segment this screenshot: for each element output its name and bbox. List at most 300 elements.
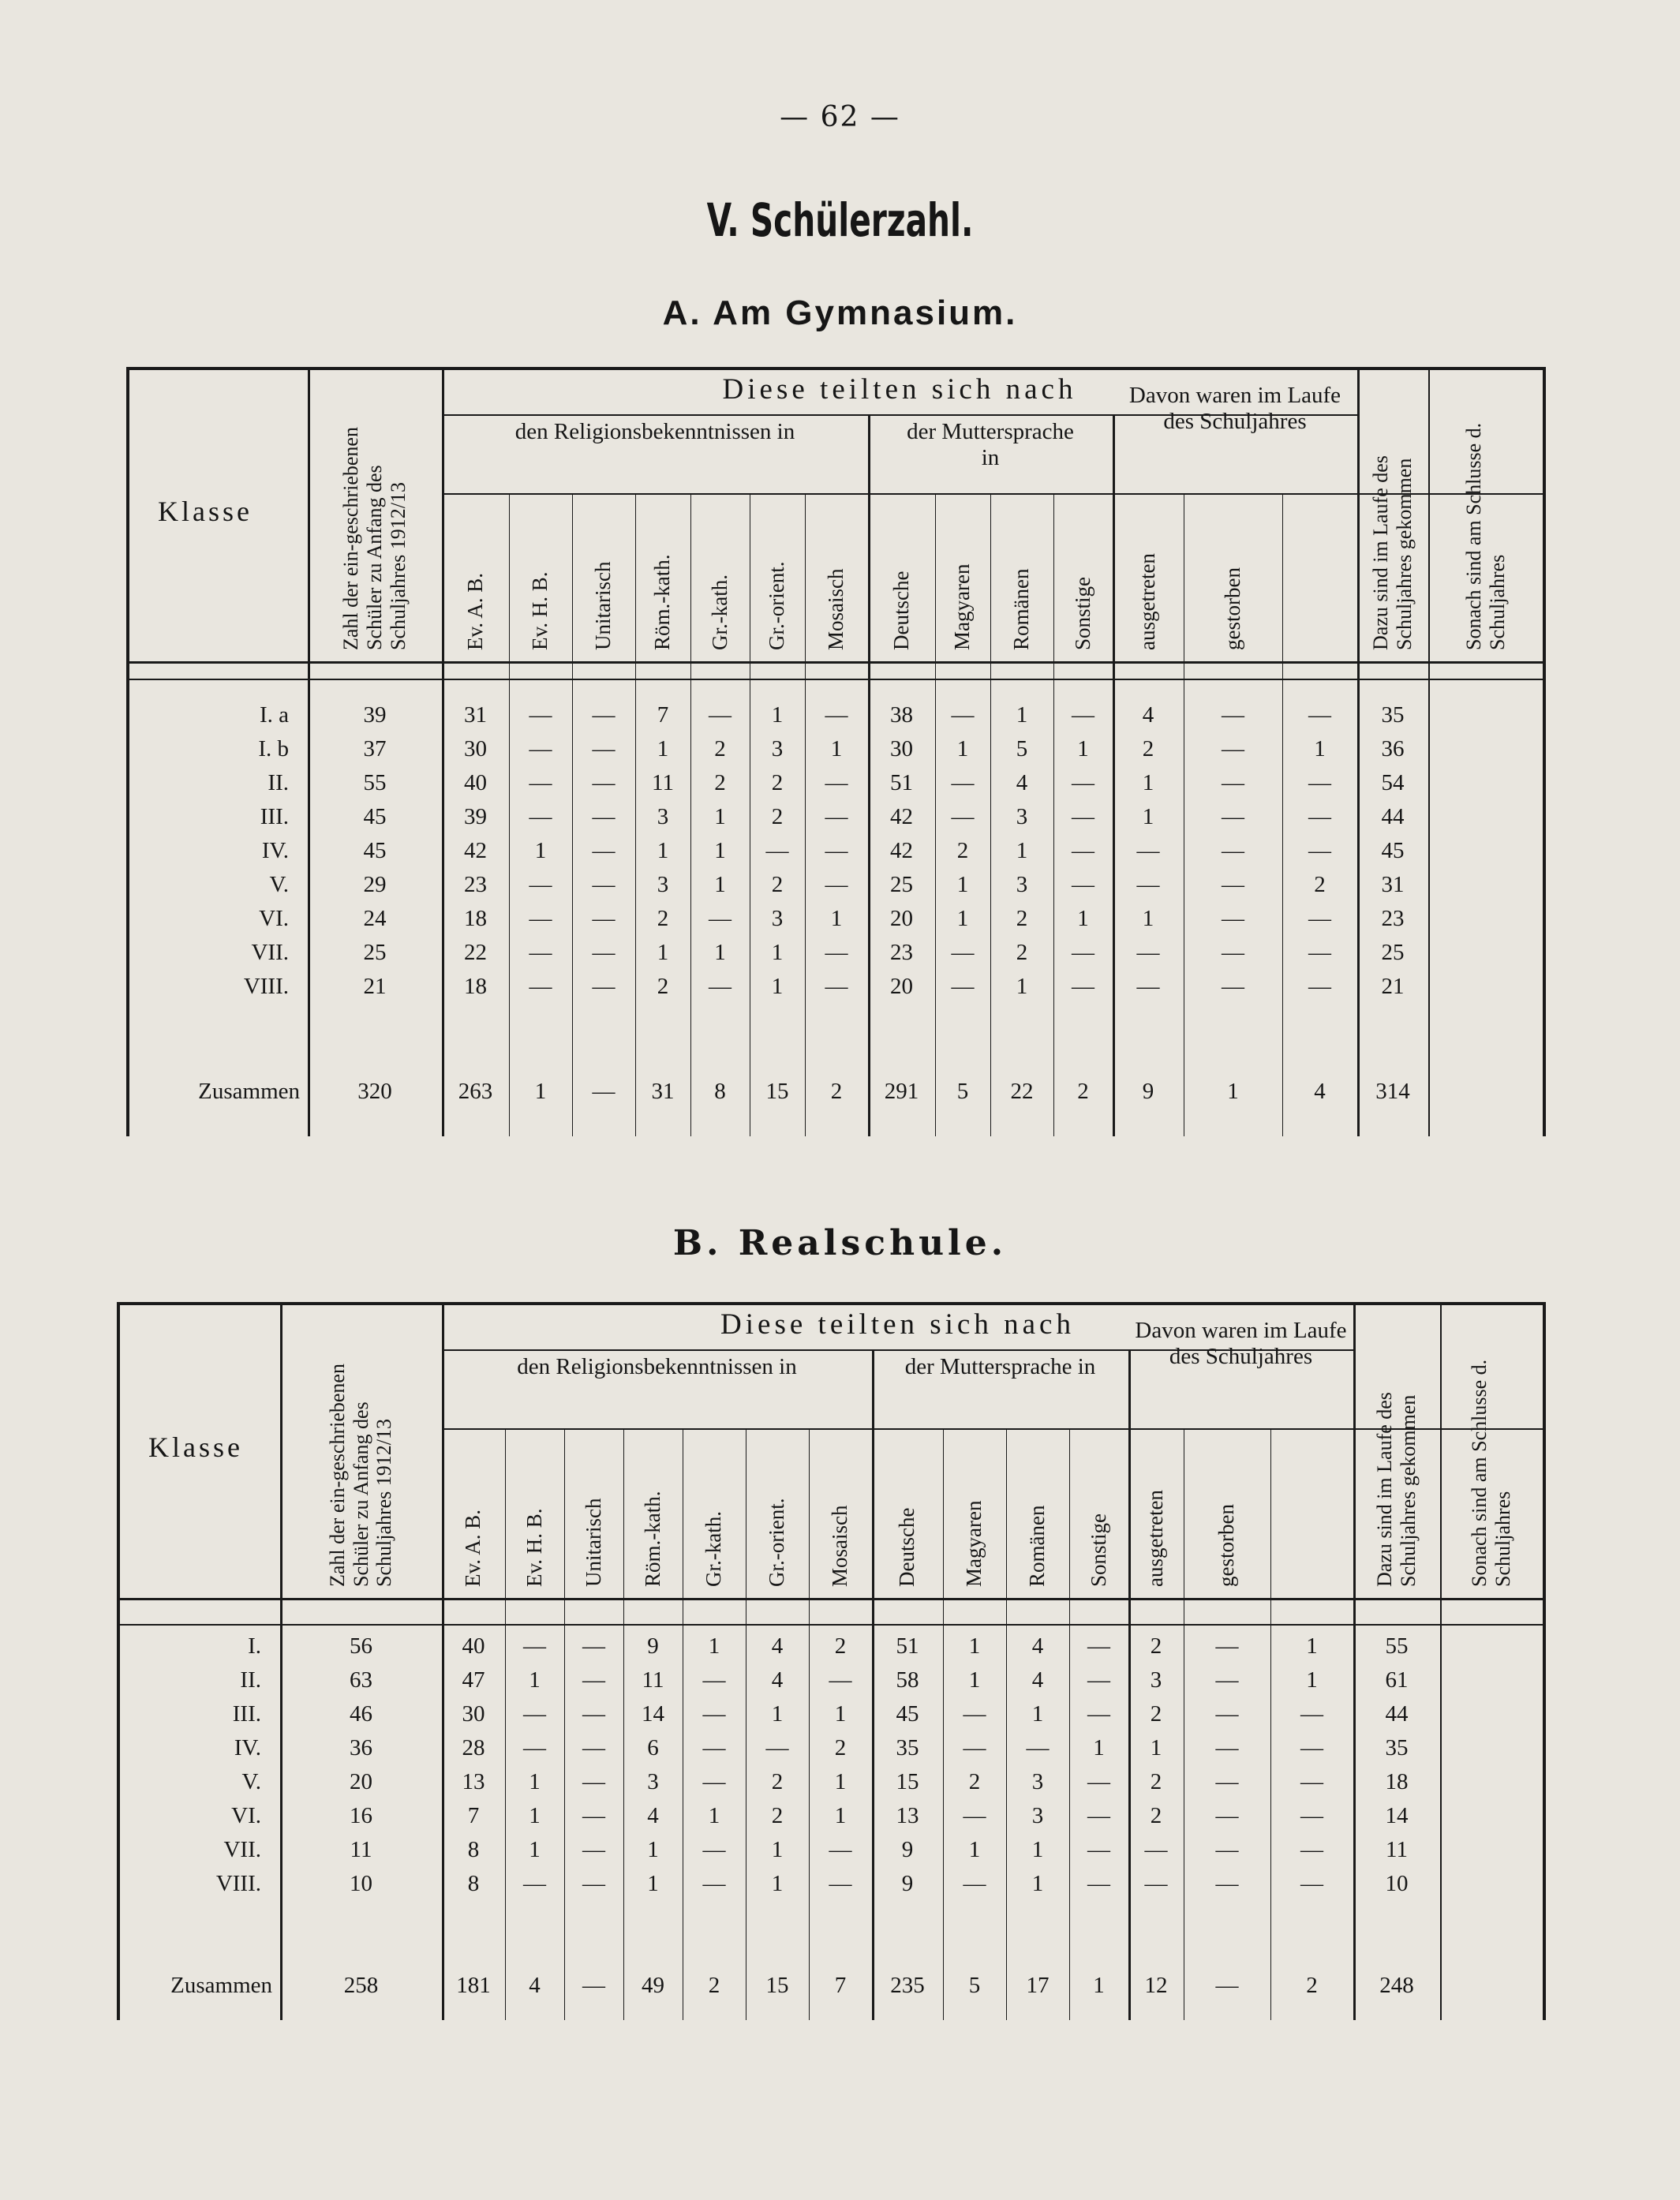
table-cell: — — [709, 702, 731, 728]
table-cell: 1 — [771, 1871, 784, 1896]
table-cell: 3 — [1031, 1803, 1044, 1828]
table-cell: — — [829, 1871, 852, 1896]
table-cell: 1 — [1306, 1633, 1318, 1659]
class-label: VII. — [223, 1837, 261, 1862]
table-cell: — — [592, 906, 616, 931]
table-cell: — — [1087, 1633, 1110, 1659]
table-cell: 42 — [464, 838, 487, 863]
total-cell: 258 — [343, 1973, 379, 1998]
table-cell: — — [1222, 702, 1244, 728]
table-cell: — — [1136, 838, 1160, 863]
table-cell: 1 — [714, 940, 726, 965]
table-cell: — — [1144, 1837, 1168, 1862]
table-cell: 35 — [1385, 1735, 1409, 1760]
class-label: VIII. — [243, 974, 289, 999]
table-cell: — — [1300, 1803, 1323, 1828]
table-cell: — — [592, 804, 616, 829]
table-cell: — — [825, 702, 848, 728]
klasse-header: Klasse — [158, 495, 253, 527]
table-cell: 10 — [1385, 1871, 1409, 1896]
enrolled-header: Zahl der ein-geschriebenen Schüler zu Anfang des Schuljahres 1912/13 — [325, 1364, 396, 1587]
table-cell: 46 — [350, 1701, 372, 1727]
total-cell: 1 — [1093, 1973, 1105, 1998]
table-cell: 10 — [350, 1871, 372, 1896]
column-header: gestorben — [1214, 1504, 1239, 1587]
table-cell: 11 — [350, 1837, 372, 1862]
rule — [442, 1302, 444, 2020]
total-cell: — — [582, 1973, 605, 1998]
table-cell: 1 — [1077, 906, 1089, 931]
table-cell: — — [1087, 1803, 1110, 1828]
table-cell: — — [592, 838, 616, 863]
table-cell: 4 — [771, 1667, 784, 1693]
table-cell: — — [529, 906, 552, 931]
table-cell: 15 — [896, 1769, 919, 1794]
table-cell: 3 — [657, 804, 669, 829]
table-cell: — — [582, 1871, 605, 1896]
table-cell: 1 — [834, 1701, 847, 1727]
table-cell: 1 — [1150, 1735, 1162, 1760]
table-cell: — — [1144, 1871, 1168, 1896]
table-cell: — — [1308, 838, 1331, 863]
table-cell: 1 — [771, 940, 784, 965]
table-cell: 1 — [657, 838, 669, 863]
table-cell: — — [1072, 838, 1094, 863]
davon-header: Davon waren im Laufe des Schuljahres — [1128, 383, 1341, 435]
total-cell: 5 — [968, 1973, 981, 1998]
column-header: gestorben — [1220, 567, 1244, 650]
table-cell: 23 — [1381, 906, 1405, 931]
table-cell: 2 — [968, 1769, 981, 1794]
total-cell: 7 — [834, 1973, 847, 1998]
table-cell: — — [702, 1769, 726, 1794]
class-label: IV. — [261, 838, 289, 863]
total-cell: 22 — [1010, 1079, 1034, 1104]
table-cell: 1 — [968, 1837, 981, 1862]
column-header: ausgetreten — [1136, 553, 1160, 650]
table-cell: — — [1087, 1837, 1110, 1862]
column-header: Romänen — [1025, 1505, 1050, 1587]
class-label: I. a — [259, 702, 289, 728]
table-cell: 1 — [1016, 974, 1028, 999]
table-cell: — — [1215, 1701, 1239, 1727]
table-cell: — — [1222, 770, 1244, 795]
table-cell: 4 — [1031, 1667, 1044, 1693]
table-cell: 1 — [708, 1633, 720, 1659]
table-cell: 18 — [464, 974, 487, 999]
diese-header: Diese teilten sich nach — [720, 1308, 1075, 1341]
column-header: Röm.-kath. — [650, 554, 675, 650]
table-cell: 47 — [462, 1667, 485, 1693]
total-cell: 4 — [1314, 1079, 1326, 1104]
table-cell: 1 — [657, 736, 669, 761]
total-cell: 2 — [708, 1973, 720, 1998]
table-cell: 2 — [657, 974, 669, 999]
table-cell: — — [592, 872, 616, 897]
table-cell: 3 — [657, 872, 669, 897]
table-cell: — — [582, 1769, 605, 1794]
table-cell: 2 — [771, 1803, 784, 1828]
table-cell: — — [963, 1735, 986, 1760]
total-cell: 314 — [1375, 1079, 1410, 1104]
column-header: Ev. A. B. — [461, 1509, 485, 1587]
table-cell: — — [709, 974, 731, 999]
table-cell: 2 — [1150, 1803, 1162, 1828]
table-cell: 11 — [1386, 1837, 1408, 1862]
table-cell: — — [709, 906, 731, 931]
table-cell: — — [592, 940, 616, 965]
table-cell: — — [1087, 1701, 1110, 1727]
class-label: V. — [269, 872, 289, 897]
table-cell: 1 — [1142, 770, 1154, 795]
class-label: III. — [260, 804, 289, 829]
table-cell: 1 — [956, 736, 969, 761]
table-cell: 14 — [642, 1701, 664, 1727]
table-cell: 1 — [1031, 1837, 1044, 1862]
table-cell: 2 — [834, 1633, 847, 1659]
class-label: II. — [268, 770, 289, 795]
table-cell: — — [1308, 804, 1331, 829]
table-cell: 1 — [968, 1667, 981, 1693]
table-cell: 44 — [1381, 804, 1405, 829]
table-cell: 1 — [529, 1769, 541, 1794]
table-cell: 40 — [462, 1633, 485, 1659]
table-cell: 1 — [1077, 736, 1089, 761]
column-header: Ev. H. B. — [528, 571, 552, 650]
column-header: Unitarisch — [591, 561, 616, 650]
class-label: I. — [248, 1633, 261, 1659]
table-cell: 1 — [529, 1667, 541, 1693]
table-cell: 1 — [834, 1769, 847, 1794]
table-cell: — — [1222, 838, 1244, 863]
sonach-header: Sonach sind am Schlusse d. Schuljahres — [1468, 1359, 1514, 1587]
total-cell: 5 — [956, 1079, 969, 1104]
table-cell: — — [582, 1735, 605, 1760]
table-cell: — — [1300, 1837, 1323, 1862]
table-cell: — — [1308, 906, 1331, 931]
table-cell: — — [1072, 702, 1094, 728]
table-cell: 1 — [1016, 838, 1028, 863]
table-cell: 45 — [363, 804, 387, 829]
table-cell: 2 — [956, 838, 969, 863]
table-cell: — — [829, 1667, 852, 1693]
table-cell: 45 — [363, 838, 387, 863]
table-cell: 42 — [890, 838, 913, 863]
table-cell: 25 — [363, 940, 387, 965]
table-cell: 3 — [1150, 1667, 1162, 1693]
table-cell: 1 — [834, 1803, 847, 1828]
table-cell: — — [529, 974, 552, 999]
table-cell: 45 — [1381, 838, 1405, 863]
table-cell: — — [1300, 1735, 1323, 1760]
realschule-heading: B. Realschule. — [672, 1223, 1008, 1263]
table-cell: 1 — [956, 906, 969, 931]
table-cell: — — [1072, 770, 1094, 795]
table-cell: 42 — [890, 804, 913, 829]
table-cell: 1 — [529, 1803, 541, 1828]
table-cell: — — [592, 702, 616, 728]
table-cell: 1 — [534, 838, 547, 863]
table-cell: 1 — [1031, 1701, 1044, 1727]
table-cell: 1 — [830, 736, 843, 761]
table-cell: 23 — [890, 940, 913, 965]
table-cell: — — [582, 1837, 605, 1862]
table-cell: — — [951, 804, 975, 829]
column-header: Mosaisch — [824, 568, 848, 650]
table-cell: 40 — [464, 770, 487, 795]
table-cell: — — [1072, 872, 1094, 897]
table-cell: — — [1136, 974, 1160, 999]
column-header: Ev. H. B. — [522, 1508, 546, 1587]
table-cell: 2 — [771, 872, 784, 897]
table-cell: 1 — [771, 702, 784, 728]
page-title: V. Schülerzahl. — [706, 193, 974, 247]
table-cell: 30 — [462, 1701, 485, 1727]
table-cell: — — [951, 770, 975, 795]
table-cell: 1 — [714, 838, 726, 863]
class-label: VI. — [259, 906, 289, 931]
table-cell: — — [529, 702, 552, 728]
table-cell: 25 — [1381, 940, 1405, 965]
table-cell: 11 — [652, 770, 674, 795]
table-cell: 2 — [1150, 1769, 1162, 1794]
table-cell: — — [582, 1701, 605, 1727]
rule — [117, 1598, 1543, 1600]
diese-header: Diese teilten sich nach — [722, 373, 1077, 406]
table-cell: 2 — [834, 1735, 847, 1760]
column-header: Mosaisch — [828, 1505, 852, 1587]
column-header: Röm.-kath. — [640, 1491, 664, 1587]
table-cell: 1 — [1016, 702, 1028, 728]
table-cell: 2 — [771, 770, 784, 795]
total-cell: 235 — [890, 1973, 925, 1998]
table-cell: 9 — [901, 1871, 914, 1896]
column-header: Magyaren — [962, 1500, 986, 1587]
enrolled-header: Zahl der ein-geschriebenen Schüler zu Anfang des Schuljahres 1912/13 — [339, 427, 410, 650]
table-cell: — — [702, 1667, 726, 1693]
table-cell: — — [529, 804, 552, 829]
table-cell: 3 — [771, 906, 784, 931]
table-cell: — — [951, 940, 975, 965]
table-cell: — — [1087, 1769, 1110, 1794]
total-cell: — — [592, 1079, 616, 1104]
total-cell: 15 — [765, 1973, 789, 1998]
table-cell: 1 — [708, 1803, 720, 1828]
class-label: III. — [232, 1701, 261, 1727]
column-header: Gr.-orient. — [765, 561, 789, 650]
table-cell: — — [1215, 1871, 1239, 1896]
table-cell: — — [1026, 1735, 1050, 1760]
table-cell: 61 — [1385, 1667, 1409, 1693]
table-cell: 7 — [657, 702, 669, 728]
table-cell: 5 — [1016, 736, 1028, 761]
table-cell: 31 — [464, 702, 487, 728]
table-cell: 3 — [771, 736, 784, 761]
table-cell: — — [1215, 1633, 1239, 1659]
total-cell: 1 — [534, 1079, 547, 1104]
table-cell: 3 — [1016, 804, 1028, 829]
table-cell: — — [1072, 804, 1094, 829]
table-cell: 2 — [1016, 940, 1028, 965]
total-label: Zusammen — [170, 1973, 272, 1998]
table-cell: 39 — [464, 804, 487, 829]
table-cell: — — [529, 940, 552, 965]
table-cell: — — [523, 1633, 546, 1659]
table-cell: 56 — [350, 1633, 372, 1659]
table-cell: 35 — [1381, 702, 1405, 728]
table-cell: — — [529, 736, 552, 761]
table-cell: — — [765, 1735, 789, 1760]
table-cell: 1 — [968, 1633, 981, 1659]
rule — [117, 1624, 1543, 1626]
table-cell: 23 — [464, 872, 487, 897]
table-cell: — — [1308, 702, 1331, 728]
table-cell: 28 — [462, 1735, 485, 1760]
total-cell: 2 — [830, 1079, 843, 1104]
total-cell: 263 — [458, 1079, 493, 1104]
total-cell: 2 — [1077, 1079, 1089, 1104]
table-cell: — — [829, 1837, 852, 1862]
table-cell: 4 — [1031, 1633, 1044, 1659]
table-cell: — — [529, 770, 552, 795]
column-header: Sonstige — [1070, 576, 1094, 650]
table-cell: — — [1215, 1803, 1239, 1828]
table-cell: 2 — [771, 1769, 784, 1794]
table-cell: 4 — [1016, 770, 1028, 795]
table-cell: — — [1222, 804, 1244, 829]
table-cell: 63 — [350, 1667, 372, 1693]
total-cell: 49 — [642, 1973, 664, 1998]
table-cell: — — [825, 872, 848, 897]
class-label: VI. — [231, 1803, 261, 1828]
table-cell: — — [1215, 1735, 1239, 1760]
table-cell: 30 — [464, 736, 487, 761]
class-label: IV. — [234, 1735, 261, 1760]
total-cell: 1 — [1227, 1079, 1239, 1104]
religion-group-header: den Religionsbekenntnissen in — [514, 419, 795, 444]
table-cell: — — [702, 1871, 726, 1896]
table-cell: — — [1072, 974, 1094, 999]
dazu-header: Dazu sind im Laufe des Schuljahres gekommen — [1369, 455, 1416, 650]
table-cell: — — [702, 1701, 726, 1727]
table-cell: 35 — [896, 1735, 919, 1760]
language-group-header: der Muttersprache in — [904, 1354, 1096, 1379]
table-cell: — — [1072, 940, 1094, 965]
column-header: Gr.-orient. — [765, 1498, 789, 1587]
column-header: ausgetreten — [1143, 1490, 1168, 1587]
table-cell: — — [1087, 1871, 1110, 1896]
table-cell: — — [1215, 1769, 1239, 1794]
table-cell: 1 — [956, 872, 969, 897]
table-cell: 1 — [1031, 1871, 1044, 1896]
table-cell: 37 — [363, 736, 387, 761]
table-cell: — — [1308, 974, 1331, 999]
table-cell: 38 — [890, 702, 913, 728]
total-cell: 8 — [714, 1079, 726, 1104]
table-cell: 13 — [462, 1769, 485, 1794]
table-cell: 29 — [363, 872, 387, 897]
table-cell: 36 — [1381, 736, 1405, 761]
table-cell: 6 — [647, 1735, 659, 1760]
table-cell: 1 — [529, 1837, 541, 1862]
table-cell: 1 — [657, 940, 669, 965]
table-cell: — — [1300, 1871, 1323, 1896]
total-cell: 4 — [529, 1973, 541, 1998]
rule — [1543, 367, 1545, 1136]
table-cell: 11 — [642, 1667, 664, 1693]
total-cell: 12 — [1144, 1973, 1168, 1998]
column-header: Magyaren — [950, 563, 975, 650]
table-cell: — — [951, 702, 975, 728]
table-cell: 30 — [890, 736, 913, 761]
table-cell: — — [1222, 940, 1244, 965]
table-cell: 1 — [1306, 1667, 1318, 1693]
table-cell: 1 — [1142, 906, 1154, 931]
table-cell: — — [1136, 940, 1160, 965]
table-cell: 9 — [647, 1633, 659, 1659]
table-cell: — — [702, 1735, 726, 1760]
table-cell: — — [951, 974, 975, 999]
klasse-header: Klasse — [148, 1431, 243, 1463]
table-cell: 1 — [647, 1871, 659, 1896]
table-cell: 18 — [464, 906, 487, 931]
total-label: Zusammen — [198, 1079, 300, 1104]
table-cell: — — [529, 872, 552, 897]
table-cell: 1 — [1142, 804, 1154, 829]
table-cell: 7 — [467, 1803, 480, 1828]
table-cell: 51 — [896, 1633, 919, 1659]
table-cell: — — [1222, 736, 1244, 761]
table-cell: 2 — [714, 770, 726, 795]
table-cell: 1 — [647, 1837, 659, 1862]
table-cell: 14 — [1385, 1803, 1409, 1828]
table-cell: 51 — [890, 770, 913, 795]
table-cell: — — [582, 1633, 605, 1659]
table-cell: 2 — [1314, 872, 1326, 897]
class-label: V. — [241, 1769, 261, 1794]
page-number: — 62 — — [780, 101, 900, 133]
column-header: Ev. A. B. — [462, 572, 487, 650]
table-cell: 4 — [1142, 702, 1154, 728]
class-label: VIII. — [215, 1871, 261, 1896]
column-header: Deutsche — [889, 571, 913, 650]
table-cell: 24 — [363, 906, 387, 931]
table-cell: 21 — [1381, 974, 1405, 999]
table-cell: 1 — [714, 872, 726, 897]
table-cell: 1 — [771, 1701, 784, 1727]
column-header: Gr.-kath. — [702, 1511, 726, 1587]
table-cell: 1 — [771, 1837, 784, 1862]
table-cell: 20 — [890, 906, 913, 931]
table-cell: 36 — [350, 1735, 372, 1760]
table-cell: 8 — [467, 1837, 480, 1862]
table-cell: 55 — [363, 770, 387, 795]
language-group-header: der Muttersprache in — [907, 419, 1074, 471]
table-cell: 55 — [1385, 1633, 1409, 1659]
table-cell: 3 — [647, 1769, 659, 1794]
table-cell: — — [963, 1803, 986, 1828]
table-cell: 3 — [1016, 872, 1028, 897]
davon-header: Davon waren im Laufe des Schuljahres — [1135, 1318, 1347, 1370]
table-cell: 2 — [1142, 736, 1154, 761]
gymnasium-heading: A. Am Gymnasium. — [662, 294, 1018, 332]
table-cell: 4 — [771, 1633, 784, 1659]
table-cell: 2 — [1150, 1701, 1162, 1727]
table-cell: — — [1300, 1769, 1323, 1794]
table-cell: — — [702, 1837, 726, 1862]
table-cell: — — [592, 974, 616, 999]
table-cell: — — [825, 804, 848, 829]
